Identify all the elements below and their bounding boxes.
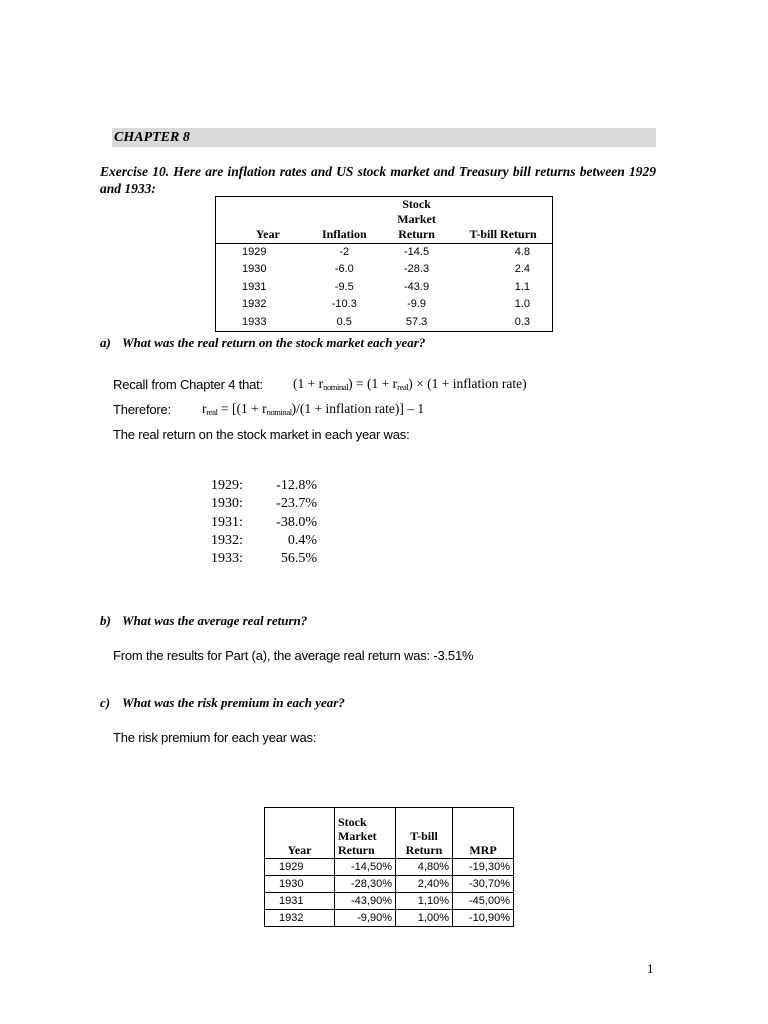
- table-cell: 0.3: [514, 315, 530, 328]
- table2-header: Stock Market Return: [335, 808, 396, 859]
- table-row: [216, 296, 553, 313]
- table2-header: T-bill Return: [396, 808, 453, 859]
- table-cell: 2.4: [514, 263, 530, 276]
- table-cell: -9.9: [407, 298, 427, 311]
- result-year: 1933:: [211, 551, 243, 567]
- table2-header: Year: [265, 808, 335, 859]
- table-cell: -9,90%: [335, 910, 396, 927]
- table-cell: -30,70%: [453, 876, 514, 893]
- table1-header: T-bill Return: [454, 227, 552, 244]
- result-value: -38.0%: [276, 514, 317, 530]
- result-year: 1930:: [211, 496, 243, 512]
- result-year: 1932:: [211, 532, 243, 548]
- table-cell: -9.5: [334, 280, 354, 293]
- equation-subscript: nominal: [266, 407, 292, 417]
- table-cell: -10,90%: [453, 910, 514, 927]
- table-row: [265, 910, 514, 927]
- table-row: [216, 279, 553, 296]
- table-cell: 1.0: [514, 298, 530, 311]
- table-cell: 57.3: [405, 315, 428, 328]
- equation-part: r: [202, 401, 207, 416]
- table-cell: -28,30%: [335, 876, 396, 893]
- risk-premium-table: [264, 807, 514, 927]
- question-text: What was the average real return?: [122, 613, 308, 628]
- equation-part: ) × (1 + inflation rate): [408, 376, 527, 391]
- exercise-statement: Exercise 10. Here are inflation rates and US stock market and Treasury bill returns between 1929 and 1933:: [100, 164, 656, 196]
- table-cell: 1.1: [514, 280, 530, 293]
- inflation-returns-table: [215, 196, 553, 332]
- equation-subscript: real: [206, 407, 218, 417]
- nominal-real-equation: [293, 376, 527, 392]
- table-cell: -43.9: [404, 280, 430, 293]
- table-cell: 1930: [265, 876, 335, 893]
- table-cell: -28.3: [404, 263, 430, 276]
- real-return-list: [211, 477, 317, 568]
- table-cell: 1929: [242, 246, 267, 258]
- table-cell: 1932: [265, 910, 335, 927]
- list-item: [211, 477, 317, 495]
- risk-premium-intro: The risk premium for each year was:: [113, 730, 317, 745]
- table-row: [216, 244, 553, 262]
- table-cell: -2: [339, 246, 350, 258]
- question-letter: b): [100, 613, 111, 628]
- table-cell: 1929: [265, 859, 335, 876]
- list-item: [211, 532, 317, 550]
- table1-header: Year: [216, 227, 310, 244]
- equation-part: = [(1 + r: [217, 401, 267, 416]
- table2-header: MRP: [453, 808, 514, 859]
- question-text: What was the real return on the stock market each year?: [122, 335, 426, 350]
- result-value: 0.4%: [287, 532, 317, 548]
- table1-header: Inflation: [310, 227, 379, 244]
- table-cell: 4,80%: [396, 859, 453, 876]
- table-cell: -19,30%: [453, 859, 514, 876]
- table-cell: -14.5: [404, 246, 430, 258]
- equation-part: (1 + r: [293, 376, 324, 391]
- page-number: 1: [647, 961, 654, 976]
- list-item: [211, 514, 317, 532]
- table-row: [216, 261, 553, 278]
- result-year: 1931:: [211, 514, 243, 530]
- equation-subscript: nominal: [323, 382, 349, 392]
- table-cell: 2,40%: [396, 876, 453, 893]
- average-real-return-answer: From the results for Part (a), the average real return was: -3.51%: [113, 648, 474, 663]
- table-cell: 1931: [265, 893, 335, 910]
- chapter-title: CHAPTER 8: [114, 130, 190, 145]
- recall-label: Recall from Chapter 4 that:: [113, 377, 263, 392]
- real-return-equation: [202, 401, 424, 417]
- result-value: -12.8%: [276, 478, 317, 493]
- table-cell: -43,90%: [335, 893, 396, 910]
- table-cell: -45,00%: [453, 893, 514, 910]
- table-row: [265, 859, 514, 876]
- table-cell: 4.8: [514, 246, 530, 258]
- equation-part: )/(1 + inflation rate)] – 1: [291, 401, 425, 416]
- table-cell: 1,10%: [396, 893, 453, 910]
- table-cell: 1,00%: [396, 910, 453, 927]
- table1-header-top: Stock Market: [397, 197, 436, 226]
- result-value: 56.5%: [280, 551, 317, 567]
- equation-part: ) = (1 + r: [348, 376, 398, 391]
- table-cell: -14,50%: [335, 859, 396, 876]
- result-value: -23.7%: [276, 496, 317, 512]
- table-row: [265, 876, 514, 893]
- table-cell: 0.5: [336, 315, 352, 328]
- question-c: [100, 695, 345, 711]
- question-letter: c): [100, 695, 111, 710]
- table-cell: 1932: [242, 298, 267, 311]
- table-cell: -10.3: [331, 298, 357, 311]
- equation-subscript: real: [397, 382, 409, 392]
- table-cell: -6.0: [334, 263, 354, 276]
- question-text: What was the risk premium in each year?: [122, 695, 345, 710]
- question-a: [100, 335, 425, 351]
- table-cell: 1933: [242, 315, 267, 328]
- list-item: [211, 550, 317, 568]
- table1-header: Return: [379, 227, 454, 244]
- question-letter: a): [100, 335, 111, 350]
- question-b: [100, 613, 307, 629]
- list-item: [211, 495, 317, 513]
- table-cell: 1931: [242, 280, 267, 293]
- table-row: [265, 893, 514, 910]
- therefore-label: Therefore:: [113, 402, 171, 417]
- chapter-header-bar: [112, 128, 656, 147]
- real-return-intro: The real return on the stock market in each year was:: [113, 427, 410, 442]
- result-year: 1929:: [211, 478, 243, 493]
- table-row: [216, 314, 553, 332]
- table-cell: 1930: [242, 263, 267, 276]
